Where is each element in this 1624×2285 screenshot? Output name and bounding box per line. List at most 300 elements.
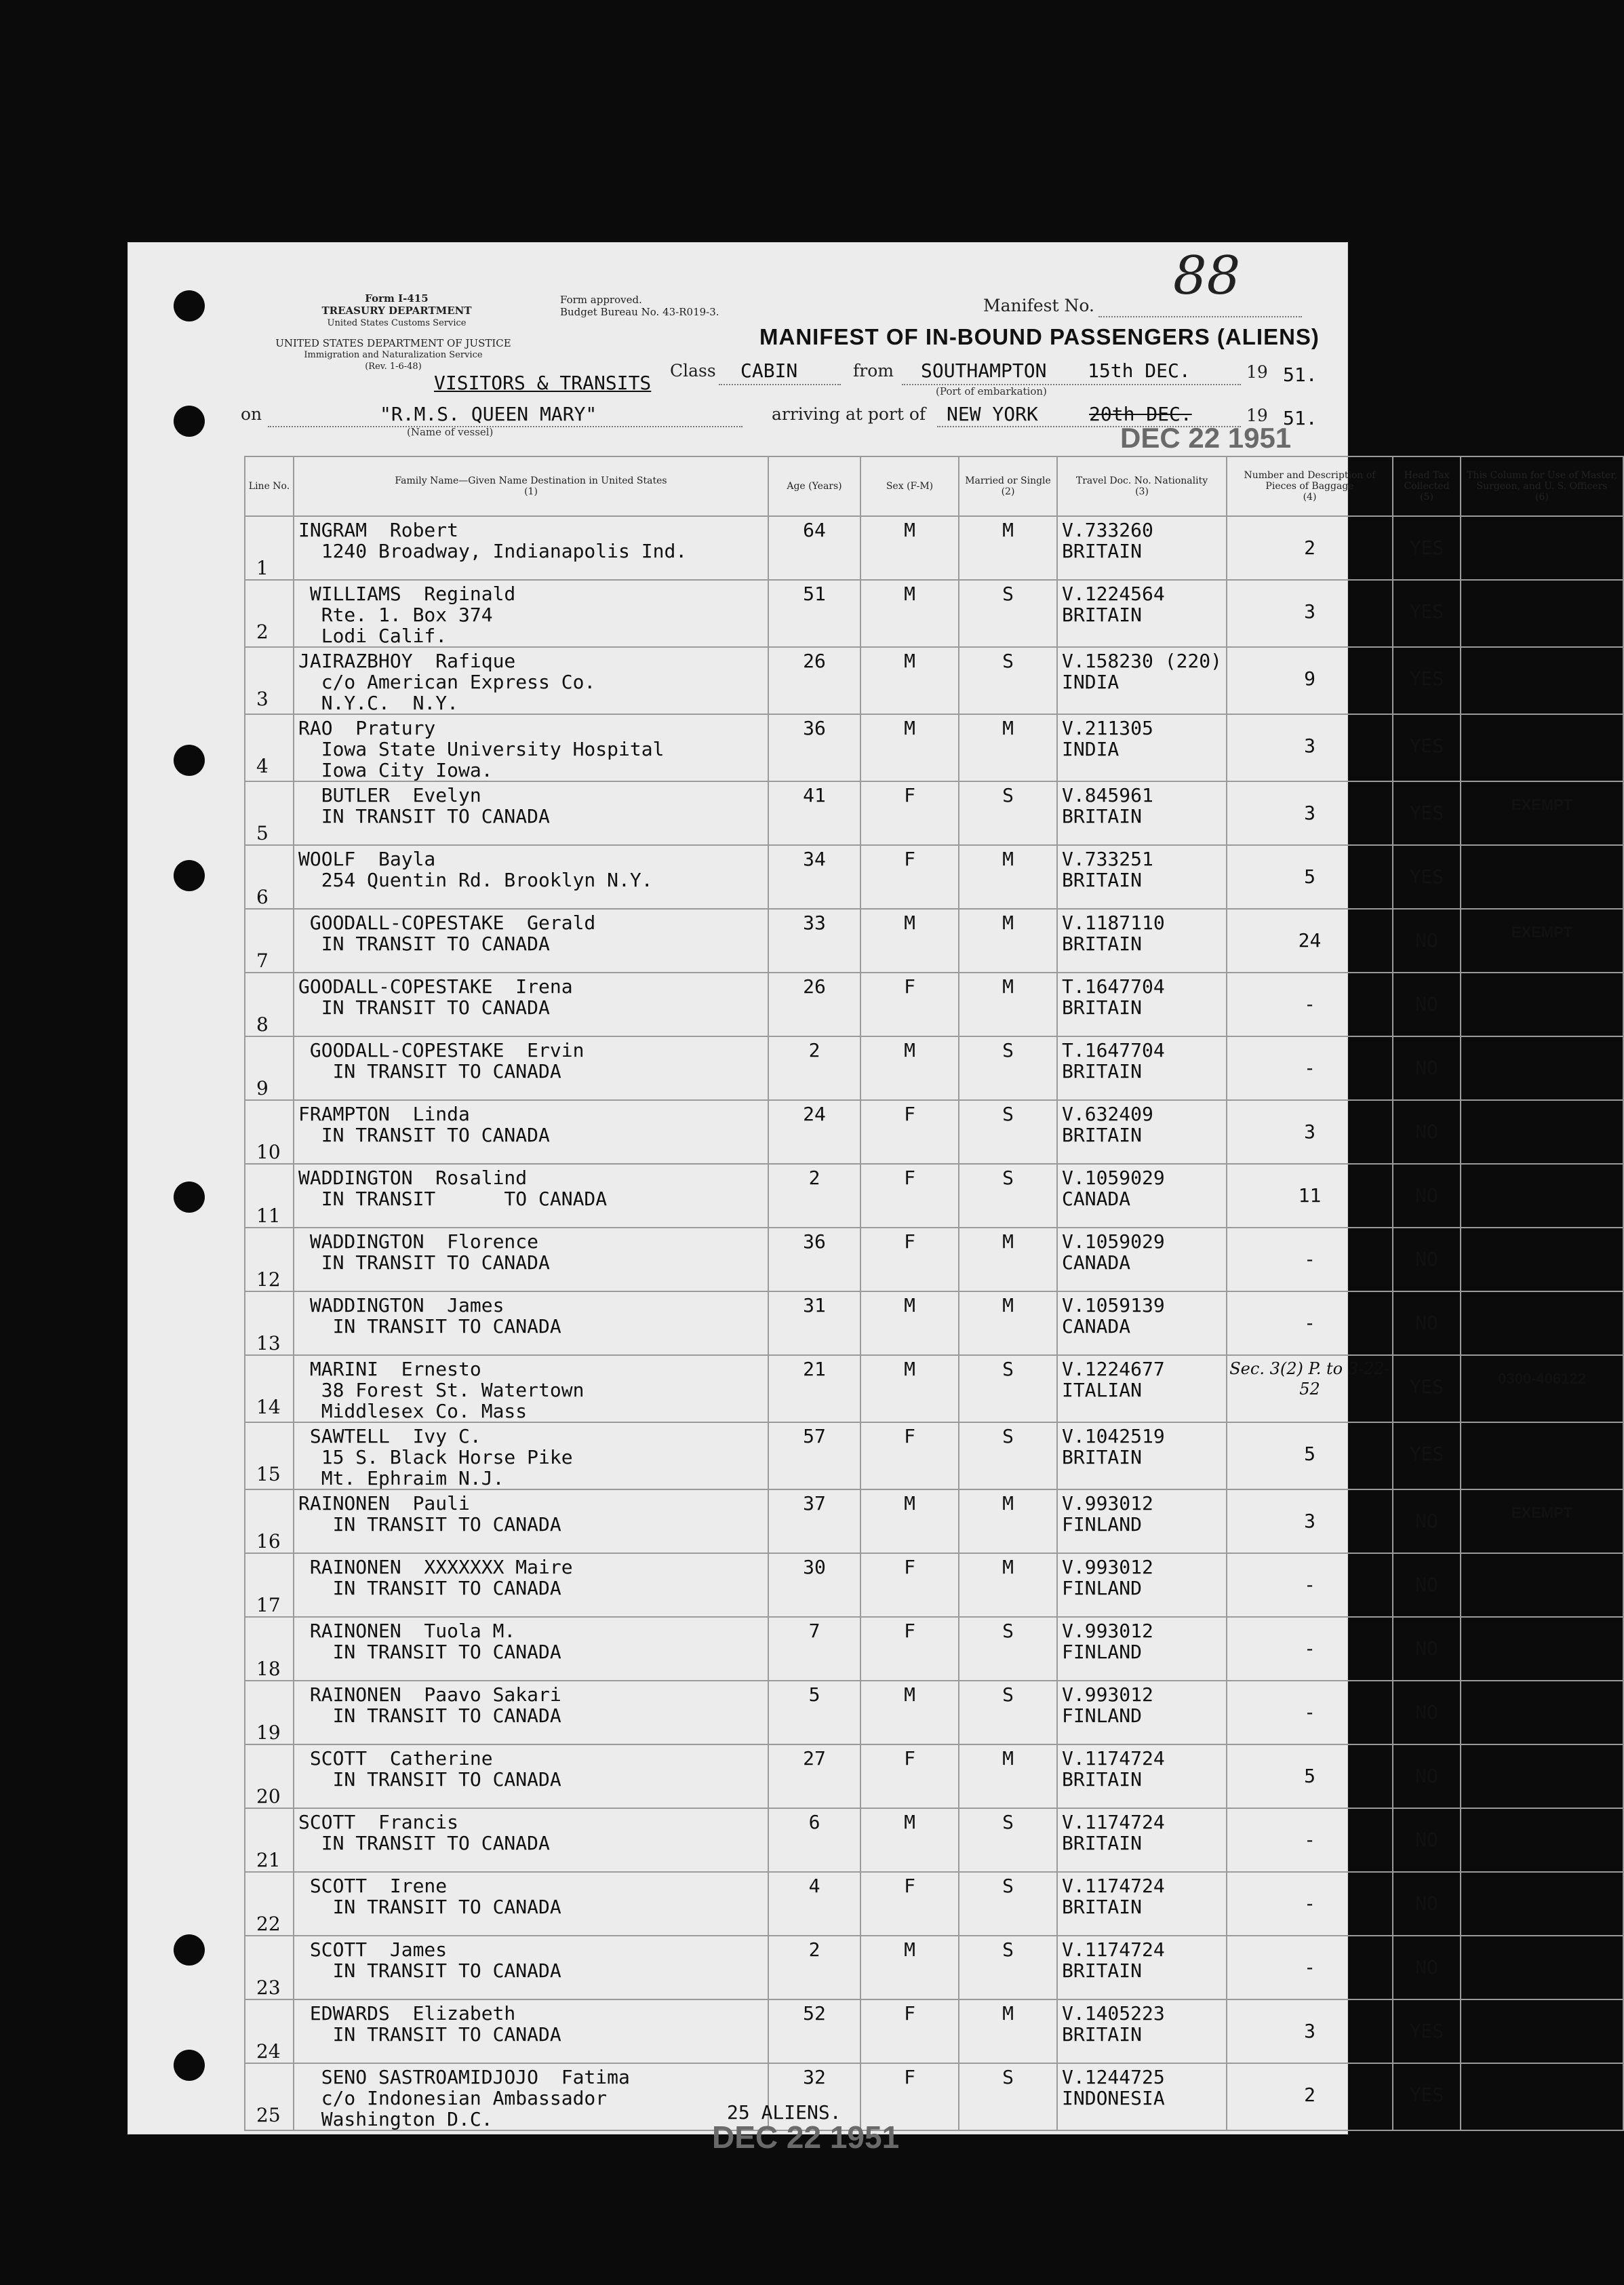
cell-doc [1057, 1999, 1227, 2063]
footer-stamp: DEC 22 1951 [712, 2120, 900, 2155]
cell-age [768, 1422, 860, 1489]
column-label: Married or Single [965, 475, 1051, 486]
cell-name [294, 1872, 768, 1936]
cell-tax: YES [1409, 1443, 1444, 1465]
cell-doc: V.733260 [1062, 519, 1153, 541]
cell-note [1461, 1164, 1623, 1228]
cell-tax [1393, 580, 1461, 647]
cell-note [1461, 1291, 1623, 1355]
cell-ms [959, 1617, 1057, 1681]
table-row [245, 909, 1623, 973]
cell-name [294, 1617, 768, 1681]
cell-name [294, 580, 768, 647]
cell-sex [860, 1100, 959, 1164]
cell-bag: - [1304, 1057, 1315, 1079]
cell-bag [1227, 1228, 1393, 1291]
cell-name [294, 2063, 768, 2130]
table-row [245, 1999, 1623, 2063]
cell-tax [1393, 973, 1461, 1036]
cell-age: 7 [808, 1620, 820, 1642]
cell-ms: M [1002, 1492, 1014, 1515]
cell-ms [959, 1422, 1057, 1489]
cell-name: GOODALL-COPESTAKE Ervin [298, 1039, 585, 1061]
cell-ms: M [1002, 848, 1014, 870]
cell-bag: - [1304, 1574, 1315, 1596]
column-header [1461, 456, 1623, 516]
table-row [245, 1808, 1623, 1872]
cell-bag [1227, 516, 1393, 580]
column-label: Sex (F-M) [886, 481, 934, 492]
cell-tax [1393, 516, 1461, 580]
cell-bag [1227, 1489, 1393, 1553]
year-2: 51. [1283, 407, 1318, 429]
cell-bag: 3 [1304, 802, 1315, 824]
column-header [294, 456, 768, 516]
cell-tax: YES [1409, 865, 1444, 888]
cell-sex [860, 714, 959, 781]
cell-doc: V.1244725 [1062, 2066, 1165, 2088]
table-row [245, 1872, 1623, 1936]
cell-sex: M [904, 1039, 915, 1061]
cell-sex [860, 1355, 959, 1422]
cell-sex: F [904, 1556, 915, 1578]
cell-sex: M [904, 717, 915, 739]
cell-tax [1393, 781, 1461, 845]
cell-age: 4 [808, 1875, 820, 1897]
cell-age: 5 [808, 1683, 820, 1706]
cell-age: 52 [803, 2002, 826, 2025]
cell-name [294, 714, 768, 781]
cell-tax: NO [1415, 1120, 1438, 1143]
cell-tax: NO [1415, 1892, 1438, 1915]
cell-bag: Sec. 3(2) P. to 3-22-52 [1229, 1359, 1390, 1399]
cell-bag: - [1304, 1829, 1315, 1851]
treasury-dept: TREASURY DEPARTMENT [321, 305, 472, 317]
cell-ms: S [1002, 1425, 1014, 1447]
cell-name: INGRAM Robert [298, 519, 459, 541]
cell-tax [1393, 1872, 1461, 1936]
cell-doc [1057, 845, 1227, 909]
cell-sex [860, 1422, 959, 1489]
cell-doc [1057, 1617, 1227, 1681]
binder-hole [174, 1934, 205, 1966]
cell-name: WILLIAMS Reginald [298, 583, 516, 605]
cell-sex [860, 1872, 959, 1936]
port-embarkation: SOUTHAMPTON [921, 359, 1047, 382]
cell-name [294, 647, 768, 714]
cell-doc [1057, 1872, 1227, 1936]
cell-tax [1393, 1036, 1461, 1100]
cell-nat: BRITAIN [1062, 805, 1143, 827]
cell-note [1461, 517, 1623, 529]
vessel-name: "R.M.S. QUEEN MARY" [380, 403, 597, 425]
cell-sex [860, 781, 959, 845]
column-number: (5) [1420, 492, 1433, 503]
cell-name: WOOLF Bayla [298, 848, 436, 870]
cell-tax [1393, 1936, 1461, 1999]
cell-doc [1057, 1808, 1227, 1872]
binder-hole [174, 406, 205, 437]
cell-age [768, 973, 860, 1036]
cell-nat: ITALIAN [1062, 1379, 1143, 1401]
cell-sex: M [904, 1294, 915, 1316]
cell-ms [959, 1164, 1057, 1228]
cell-line [245, 1872, 294, 1936]
vessel-caption: (Name of vessel) [407, 426, 494, 438]
revision: (Rev. 1-6-48) [365, 362, 422, 372]
cell-nat: BRITAIN [1062, 1832, 1143, 1854]
cell-note [1461, 2064, 1623, 2076]
cell-tax: NO [1415, 1248, 1438, 1270]
column-label: Head Tax Collected [1404, 470, 1450, 492]
cell-name [294, 1489, 768, 1553]
cell-doc: V.845961 [1062, 784, 1153, 806]
cell-line [245, 1036, 294, 1100]
cell-doc [1057, 580, 1227, 647]
cell-line [245, 1355, 294, 1422]
cell-sex: F [904, 2002, 915, 2025]
cell-note [1461, 1618, 1623, 1630]
cell-name: WADDINGTON Rosalind [298, 1167, 528, 1189]
cell-line [245, 1422, 294, 1489]
cell-ms: M [1002, 1556, 1014, 1578]
cell-note [1461, 909, 1623, 973]
cell-note [1461, 714, 1623, 781]
cell-ms: S [1002, 2066, 1014, 2088]
cell-line: 14 [256, 1396, 281, 1418]
cell-line [245, 2063, 294, 2130]
cell-line: 7 [256, 950, 269, 972]
cell-doc: V.993012 [1062, 1620, 1153, 1642]
cell-name [294, 1100, 768, 1164]
cell-age [768, 1617, 860, 1681]
cell-tax: NO [1415, 1184, 1438, 1207]
cell-ms [959, 647, 1057, 714]
cell-doc: V.733251 [1062, 848, 1153, 870]
column-label: Travel Doc. No. Nationality [1075, 475, 1208, 486]
arrival-date: 20th DEC. [1089, 403, 1192, 425]
cell-doc [1057, 1355, 1227, 1422]
cell-ms [959, 580, 1057, 647]
cell-ms [959, 1808, 1057, 1872]
cell-ms [959, 1291, 1057, 1355]
cell-doc: V.1174724 [1062, 1938, 1165, 1961]
cell-nat: FINLAND [1062, 1641, 1143, 1663]
cell-line [245, 909, 294, 973]
cell-doc [1057, 1422, 1227, 1489]
cell-note [1461, 1101, 1623, 1113]
cell-sex: F [904, 1620, 915, 1642]
cell-note [1461, 1872, 1623, 1936]
cell-name: JAIRAZBHOY Rafique [298, 650, 516, 672]
cell-dest: 254 Quentin Rd. Brooklyn N.Y. [298, 869, 653, 891]
table-row [245, 1355, 1623, 1422]
cell-line: 8 [256, 1013, 269, 1036]
cell-note [1461, 1228, 1623, 1241]
cell-sex [860, 973, 959, 1036]
cell-line [245, 1100, 294, 1164]
cell-sex: M [904, 1683, 915, 1706]
cell-doc: V.158230 (220) [1062, 650, 1223, 672]
column-label: Number and Description of Pieces of Baggage [1244, 470, 1376, 492]
cell-dest: 1240 Broadway, Indianapolis Ind. [298, 540, 688, 562]
cell-bag: 24 [1298, 929, 1322, 952]
binder-hole [174, 860, 205, 891]
cell-tax: NO [1415, 1574, 1438, 1596]
cell-line [245, 516, 294, 580]
cell-line: 6 [256, 886, 269, 908]
cell-sex [860, 1291, 959, 1355]
cell-age: 27 [803, 1747, 826, 1770]
cell-tax: YES [1409, 667, 1444, 690]
cell-sex: F [904, 975, 915, 998]
cell-nat: BRITAIN [1062, 996, 1143, 1019]
cell-ms [959, 1489, 1057, 1553]
cell-bag [1227, 1291, 1393, 1355]
cell-age: 34 [803, 848, 826, 870]
cell-age [768, 1744, 860, 1808]
cell-line [245, 781, 294, 845]
cell-doc: V.1174724 [1062, 1811, 1165, 1833]
cell-note [1461, 1999, 1623, 2063]
cell-age: 51 [803, 583, 826, 605]
cell-dest: IN TRANSIT TO CANADA [298, 1641, 561, 1663]
on-label: on [241, 404, 262, 424]
cell-doc [1057, 973, 1227, 1036]
column-number: (6) [1535, 492, 1549, 503]
cell-line [245, 1291, 294, 1355]
cell-line [245, 647, 294, 714]
cell-dest: IN TRANSIT TO CANADA [298, 1251, 550, 1274]
table-row [245, 647, 1623, 714]
arriving-label: arriving at port of [772, 404, 926, 424]
cell-line: 12 [256, 1268, 281, 1291]
cell-note [1461, 1873, 1623, 1885]
cell-bag [1227, 845, 1393, 909]
cell-age [768, 1999, 860, 2063]
cell-nat: BRITAIN [1062, 1060, 1143, 1082]
cell-name: WADDINGTON James [298, 1294, 504, 1316]
cell-tax [1393, 1100, 1461, 1164]
cell-note [1461, 516, 1623, 580]
cell-name: SENO SASTROAMIDJOJO Fatima [298, 2066, 630, 2088]
cell-line [245, 1553, 294, 1617]
cell-bag: - [1304, 1956, 1315, 1978]
cell-age [768, 1100, 860, 1164]
cell-note [1461, 1165, 1623, 1177]
cell-age [768, 1681, 860, 1744]
cell-ms: S [1002, 1683, 1014, 1706]
cell-name [294, 1228, 768, 1291]
cell-age [768, 714, 860, 781]
cell-doc: V.1187110 [1062, 912, 1165, 934]
cell-age: 24 [803, 1103, 826, 1125]
table-row [245, 1291, 1623, 1355]
cell-dest: IN TRANSIT TO CANADA [298, 1959, 561, 1982]
cell-age: 2 [808, 1039, 820, 1061]
cell-bag [1227, 1999, 1393, 2063]
cell-note [1461, 1745, 1623, 1757]
cell-ms: M [1002, 1747, 1014, 1770]
cell-sex [860, 1489, 959, 1553]
cell-ms: S [1002, 1358, 1014, 1380]
cell-doc [1057, 1164, 1227, 1228]
cell-note: EXEMPT [1511, 796, 1573, 813]
cell-ms: S [1002, 784, 1014, 806]
cell-tax [1393, 845, 1461, 909]
cell-line: 22 [256, 1913, 281, 1935]
cell-name [294, 845, 768, 909]
cell-bag: 3 [1304, 1120, 1315, 1143]
cell-age [768, 580, 860, 647]
cell-doc [1057, 1228, 1227, 1291]
cell-bag [1227, 1553, 1393, 1617]
cell-age: 57 [803, 1425, 826, 1447]
cell-sex: M [904, 583, 915, 605]
cell-dest: Rte. 1. Box 374 Lodi Calif. [321, 604, 493, 647]
table-row [245, 1489, 1623, 1553]
cell-ms [959, 909, 1057, 973]
cell-tax: NO [1415, 1829, 1438, 1851]
cell-line: 10 [256, 1141, 281, 1163]
cell-tax: YES [1409, 2084, 1444, 2106]
cell-doc: V.1174724 [1062, 1875, 1165, 1897]
cell-bag [1227, 2063, 1393, 2130]
cell-ms [959, 2063, 1057, 2130]
cell-ms [959, 845, 1057, 909]
table-row [245, 1553, 1623, 1617]
cell-doc: V.1059029 [1062, 1230, 1165, 1253]
cell-nat: FINLAND [1062, 1577, 1143, 1599]
cell-name [294, 1744, 768, 1808]
cell-tax [1393, 1681, 1461, 1744]
cell-doc [1057, 1489, 1227, 1553]
cell-line [245, 1617, 294, 1681]
cell-sex [860, 1036, 959, 1100]
cell-dest: IN TRANSIT TO CANADA [298, 2023, 561, 2046]
cell-line: 15 [256, 1463, 281, 1485]
cell-name: SCOTT James [298, 1938, 448, 1961]
table-row [245, 580, 1623, 647]
cell-doc [1057, 1681, 1227, 1744]
cell-name [294, 1553, 768, 1617]
binder-hole [174, 745, 205, 776]
cell-name [294, 973, 768, 1036]
cell-tax [1393, 1489, 1461, 1553]
cell-name: RAO Pratury [298, 717, 436, 739]
cell-ms [959, 1100, 1057, 1164]
cell-line: 16 [256, 1530, 281, 1552]
cell-doc [1057, 1553, 1227, 1617]
cell-age [768, 1553, 860, 1617]
year-prefix-1: 19 [1246, 362, 1268, 382]
cell-nat: INDIA [1062, 671, 1120, 693]
customs-service: United States Customs Service [327, 318, 467, 328]
cell-line [245, 973, 294, 1036]
cell-bag [1227, 909, 1393, 973]
cell-tax: NO [1415, 1637, 1438, 1660]
cell-line: 21 [256, 1849, 281, 1871]
cell-note [1461, 715, 1623, 727]
cell-bag: 5 [1304, 1765, 1315, 1787]
cell-name: RAINONEN Paavo Sakari [298, 1683, 561, 1706]
cell-sex [860, 1999, 959, 2063]
category: VISITORS & TRANSITS [434, 372, 652, 394]
cell-note: 0300-406122 [1498, 1370, 1586, 1387]
cell-name [294, 1164, 768, 1228]
cell-sex [860, 516, 959, 580]
cell-age [768, 1355, 860, 1422]
cell-bag: 3 [1304, 600, 1315, 623]
cell-doc [1057, 714, 1227, 781]
port-arrival: NEW YORK [947, 403, 1038, 425]
cell-note [1461, 1422, 1623, 1489]
cell-name [294, 781, 768, 845]
port-embark-caption: (Port of embarkation) [936, 385, 1047, 397]
cell-tax [1393, 1553, 1461, 1617]
cell-name: RAINONEN Pauli [298, 1492, 470, 1515]
cell-name [294, 1999, 768, 2063]
cell-tax [1393, 1744, 1461, 1808]
cell-bag: 2 [1304, 2084, 1315, 2106]
cell-age: 33 [803, 912, 826, 934]
cell-tax: YES [1409, 536, 1444, 559]
cell-dest: c/o Indonesian Ambassador Washington D.C. [321, 2087, 608, 2130]
cell-age [768, 1489, 860, 1553]
vessel-line [268, 426, 742, 427]
cell-line: 13 [256, 1332, 281, 1354]
cell-sex [860, 1553, 959, 1617]
cell-sex: F [904, 1103, 915, 1125]
column-number: (1) [524, 486, 538, 497]
cell-line [245, 714, 294, 781]
cell-sex: M [904, 519, 915, 541]
cell-nat: FINLAND [1062, 1704, 1143, 1727]
cell-ms: M [1002, 1294, 1014, 1316]
cell-sex: F [904, 848, 915, 870]
cell-name [294, 1808, 768, 1872]
doj: UNITED STATES DEPARTMENT OF JUSTICE [275, 337, 511, 349]
cell-line [245, 1744, 294, 1808]
cell-name: EDWARDS Elizabeth [298, 2002, 516, 2025]
cell-tax: YES [1409, 2020, 1444, 2042]
column-header [1227, 456, 1393, 516]
cell-nat: BRITAIN [1062, 540, 1143, 562]
cell-bag [1227, 1872, 1393, 1936]
cell-ms [959, 1681, 1057, 1744]
cell-doc [1057, 1291, 1227, 1355]
cell-nat: INDONESIA [1062, 2087, 1165, 2109]
cell-ms: S [1002, 583, 1014, 605]
class-label: Class [670, 361, 716, 380]
cell-dest: IN TRANSIT TO CANADA [298, 1896, 561, 1918]
cell-name: GOODALL-COPESTAKE Irena [298, 975, 573, 998]
column-number: (3) [1135, 486, 1149, 497]
cell-age: 6 [808, 1811, 820, 1833]
cell-doc: V.211305 [1062, 717, 1153, 739]
cell-doc: V.993012 [1062, 1556, 1153, 1578]
cell-dest: IN TRANSIT TO CANADA [298, 805, 550, 827]
cell-age: 31 [803, 1294, 826, 1316]
column-number: (2) [1001, 486, 1015, 497]
class-line [719, 384, 841, 385]
cell-note: EXEMPT [1511, 1504, 1573, 1521]
cell-bag: 5 [1304, 1443, 1315, 1465]
table-row [245, 781, 1623, 845]
cell-bag [1227, 714, 1393, 781]
cell-note [1461, 580, 1623, 647]
cell-name [294, 1936, 768, 1999]
